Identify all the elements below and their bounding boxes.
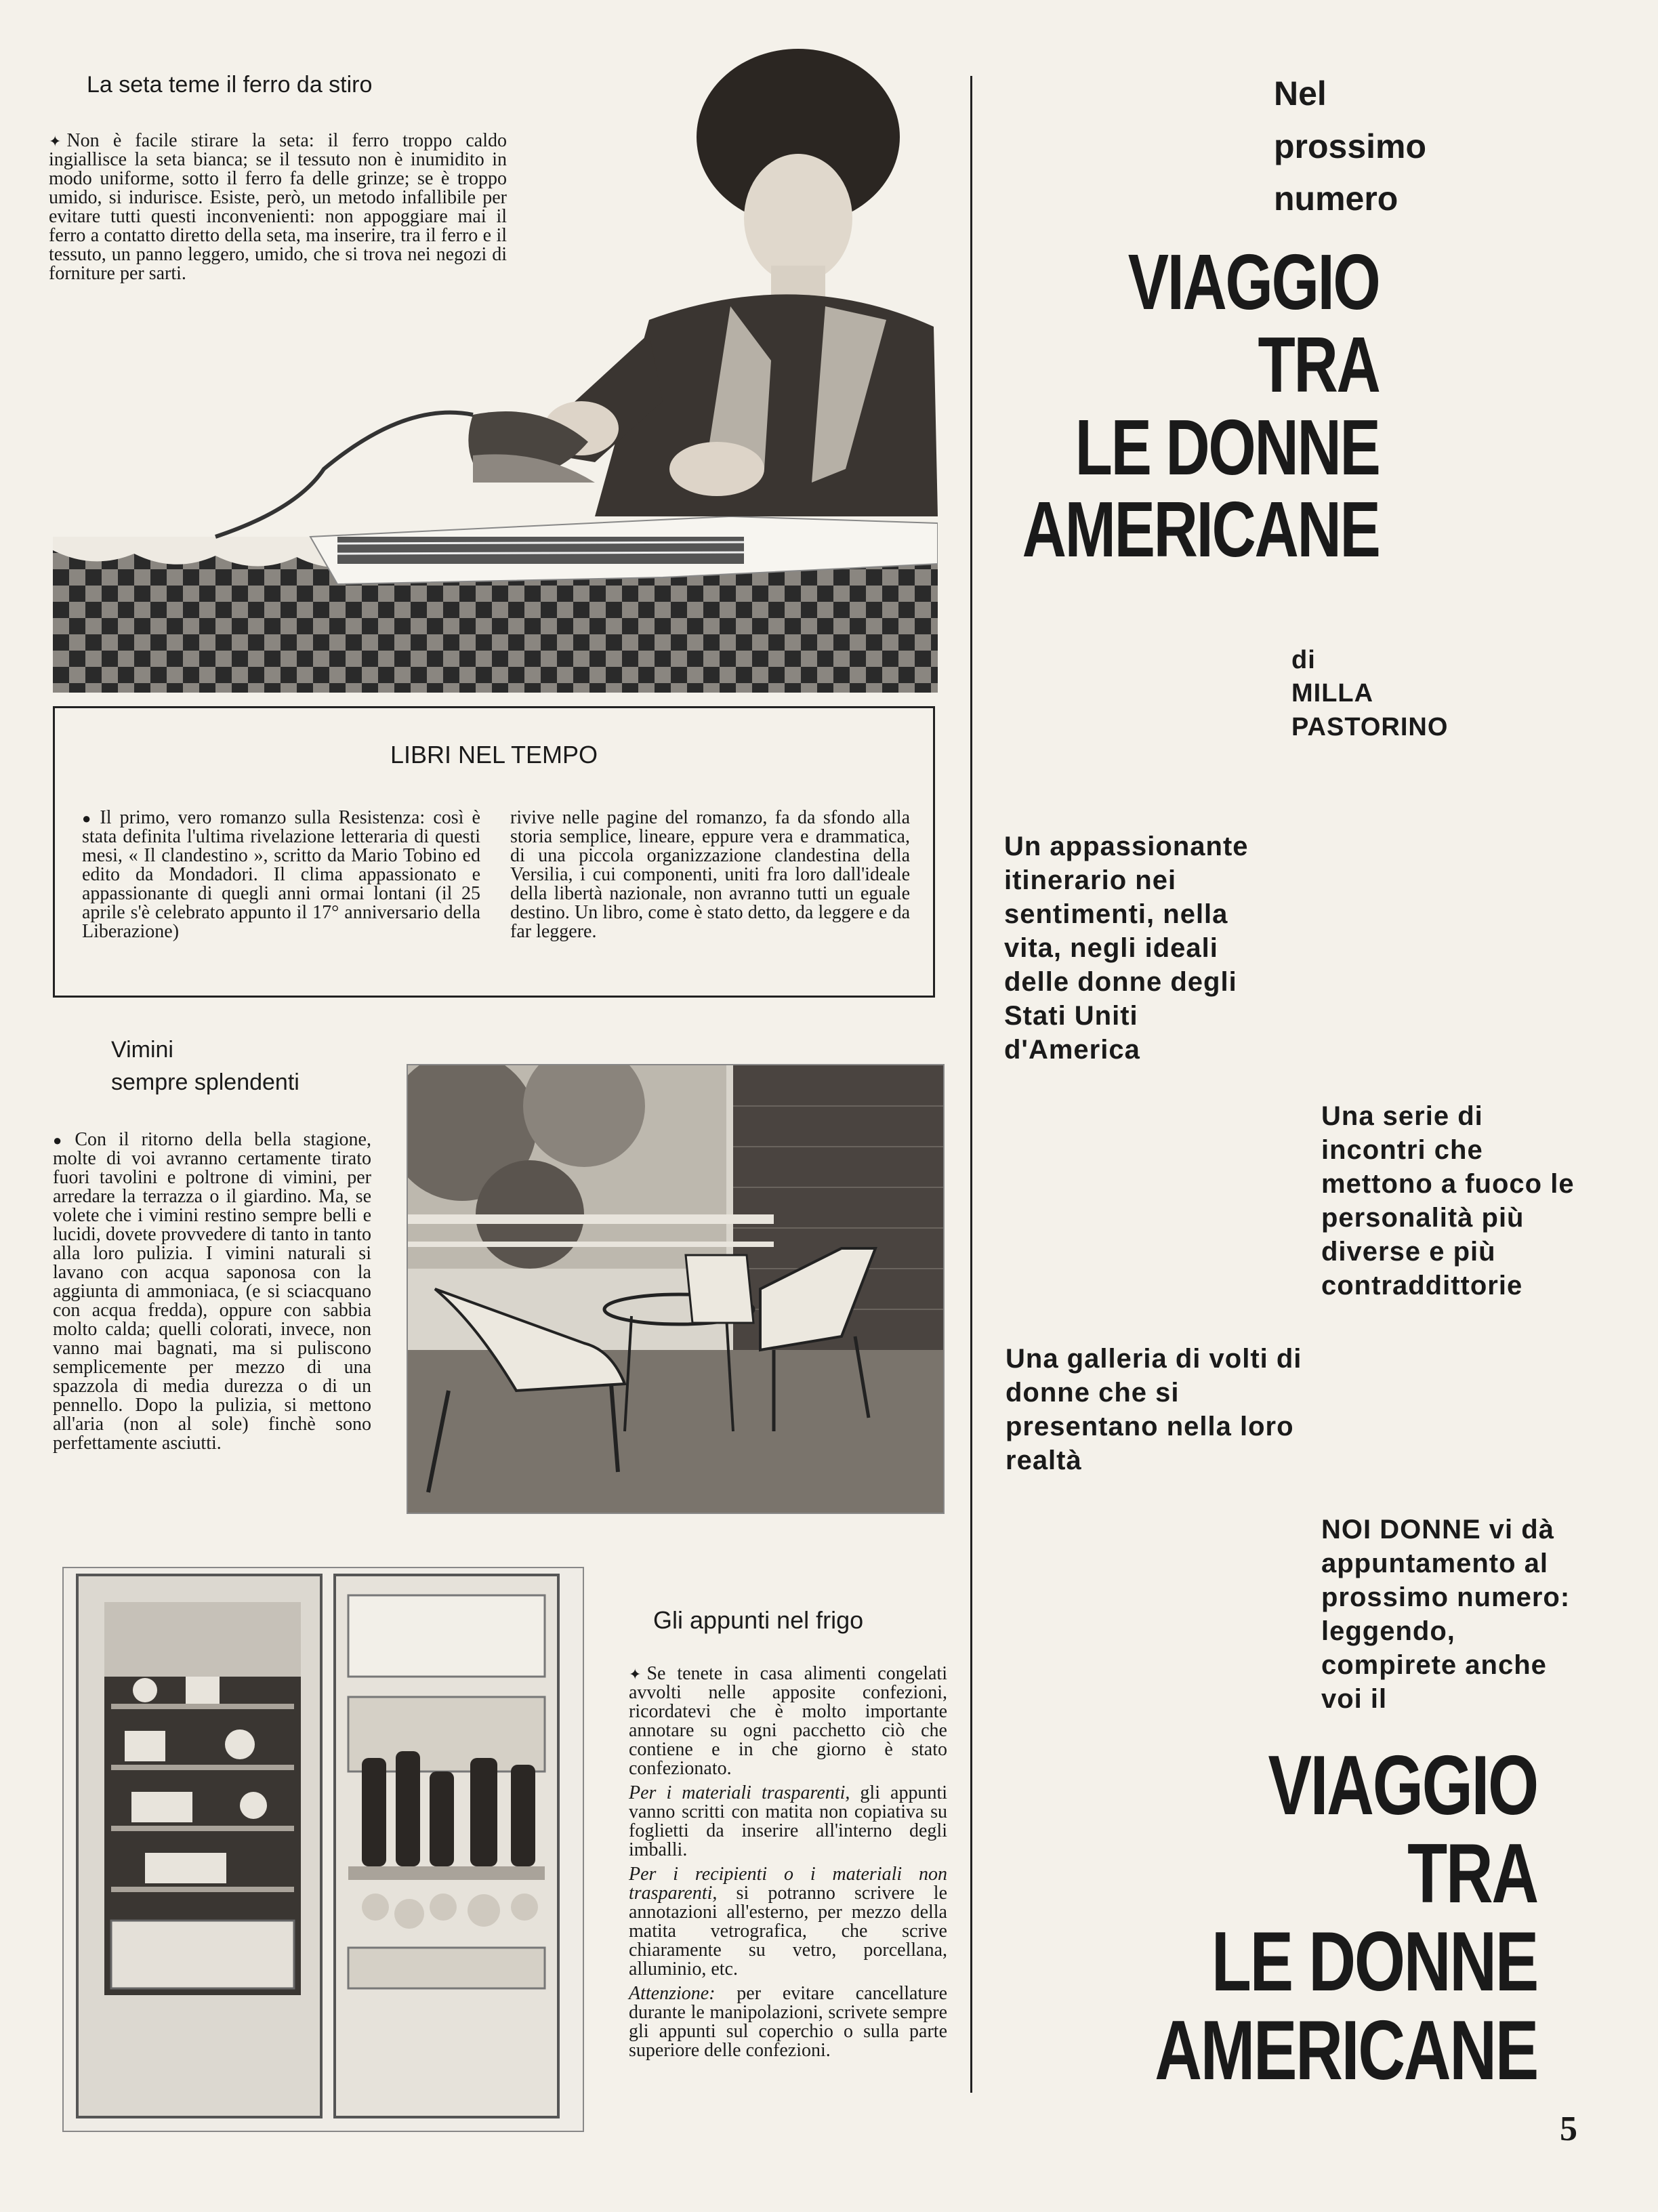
wicker-title-line2: sempre splendenti <box>111 1069 299 1095</box>
fridge-p3: si potranno scrivere le annotazioni all'esterno, per mezzo della matita vetrografica, che scrive chiaramente su vetro, porcellana, alluminio, etc. <box>629 1883 947 1980</box>
ironing-photo <box>53 49 938 693</box>
wicker-body-text: Con il ritorno della bella stagione, molte di voi avranno certamente tirato fuori tavolini e poltrone di vimini, per arredare la terrazza o il giardino. Ma, se volete che i vimini restino sempre belli e lucidi, dovete provvedere di tanto in tanto alla loro pulizia. I vimini naturali si lavano con acqua saponosa con la aggiunta di ammoniaca, (e si sciacquano con acqua fredda), oppure con sabbia molto calda; quelli colorati, invece, non vanno mai bagnati, ma si puliscono semplicemente per mezzo di una spazzola di media durezza o di un pennello. Dopo la pulizia, si mettono all'aria (non al sole) finchè sono perfettamente asciutti. <box>53 1129 371 1454</box>
fridge-title: Gli appunti nel frigo <box>653 1606 864 1634</box>
bullet-icon: ✦ <box>629 1666 642 1683</box>
promo-intro-line2: prossimo <box>1274 127 1427 165</box>
promo-headline-bottom <box>1155 1739 1537 2097</box>
refrigerator-photo <box>62 1567 584 2132</box>
promo-blurb-4: NOI DONNE vi dà appuntamento al prossimo numero: leggendo, compirete anche voi il <box>1321 1515 1571 1714</box>
silk-body-text: Non è facile stirare la seta: il ferro troppo caldo ingiallisce la seta bianca; se il tessuto non è inumidito in modo uniforme, sotto il ferro fa delle grinze; se è troppo umido, si indurisce. Esiste, però, un metodo infallibile per evitare tutti questi inconvenienti: non appoggiare mai il ferro a contatto diretto della seta, ma inserire, tra il ferro e il tessuto, un panno leggero, umido, che si trova nei negozi di forniture per sarti. <box>49 130 507 284</box>
fridge-p2: gli appunti vanno scritti con matita non copiativa su foglietti da inserire all'interno degli imballi. <box>629 1782 947 1860</box>
headline2-line1: VIAGGIO <box>1268 1739 1537 1832</box>
books-col1 <box>82 808 480 941</box>
bullet-icon: ● <box>82 810 95 827</box>
column-divider <box>970 76 972 2093</box>
promo-byline <box>1291 644 1448 744</box>
author-line1: MILLA <box>1291 679 1374 708</box>
fridge-p4-lead: Attenzione: <box>629 1983 716 2004</box>
books-col2: rivive nelle pagine del romanzo, fa da sfondo alla storia semplice, lineare, eppure vera e drammatica, di una piccola organizzazione clandestina della Versilia, i cui componenti, uniti fra loro dall'ideale della libertà nazionale, non avranno tutti un eguale destino. Un libro, come è stato detto, da leggere e da far leggere. <box>510 807 910 942</box>
promo-blurb-2: Una serie di incontri che mettono a fuoco le personalità più diverse e più contraddittorie <box>1321 1101 1575 1300</box>
wicker-title <box>111 1034 299 1099</box>
promo-blurb-1: Un appassionante itinerario nei sentimenti, nella vita, negli ideali delle donne degli Stati Uniti d'America <box>1004 832 1249 1065</box>
wicker-chairs-photo <box>407 1064 945 1514</box>
promo-blurb-3: Una galleria di volti di donne che si presentano nella loro realtà <box>1006 1344 1302 1475</box>
bullet-icon: ✦ <box>49 133 62 150</box>
fridge-p3-lead: Per i recipienti o i materiali non trasparenti, <box>629 1864 947 1904</box>
headline-line4: AMERICANE <box>1022 485 1379 574</box>
page-number: 5 <box>1560 2110 1577 2148</box>
promo-intro <box>1274 68 1426 226</box>
promo-intro-line1: Nel <box>1274 75 1327 112</box>
bullet-icon: ● <box>53 1132 70 1149</box>
fridge-p2-lead: Per i materiali trasparenti, <box>629 1782 850 1803</box>
headline2-line2: TRA <box>1407 1827 1537 1921</box>
author-line2: PASTORINO <box>1291 712 1449 741</box>
headline-line1: VIAGGIO <box>1127 238 1379 326</box>
books-title: LIBRI NEL TEMPO <box>390 741 598 769</box>
fridge-p1: Se tenete in casa alimenti congelati avvolti nelle apposite confezioni, ricordatevi che è molto importante annotare su ogni pacchetto ciò che contiene e in che giorno è stato confezionato. <box>629 1663 947 1779</box>
wicker-title-line1: Vimini <box>111 1037 173 1063</box>
silk-title: La seta teme il ferro da stiro <box>87 72 373 98</box>
promo-intro-line3: numero <box>1274 180 1398 218</box>
headline2-line4: AMERICANE <box>1155 2003 1537 2097</box>
headline-line3: LE DONNE <box>1075 403 1379 491</box>
byline-di: di <box>1291 646 1316 674</box>
fridge-p4: per evitare cancellature durante le manipolazioni, scrivete sempre gli appunti sul coperchio o sulla parte superiore delle confezioni. <box>629 1983 947 2061</box>
fridge-body <box>629 1664 947 2066</box>
wicker-body <box>53 1130 371 1453</box>
books-col1-text: Il primo, vero romanzo sulla Resistenza: così è stata definita l'ultima rivelazione letteraria di questi mesi, « Il clandestino », scritto da Mario Tobino ed edito da Mondadori. Il clima appassionato e appassionante di quegli anni ormai lontani (il 25 aprile s'è celebrato appunto il 17° anniversario della Liberazione) <box>82 807 480 942</box>
headline-line2: TRA <box>1258 320 1379 409</box>
promo-headline-top <box>1022 238 1379 574</box>
books-box <box>53 706 935 998</box>
headline2-line3: LE DONNE <box>1211 1915 1537 2009</box>
